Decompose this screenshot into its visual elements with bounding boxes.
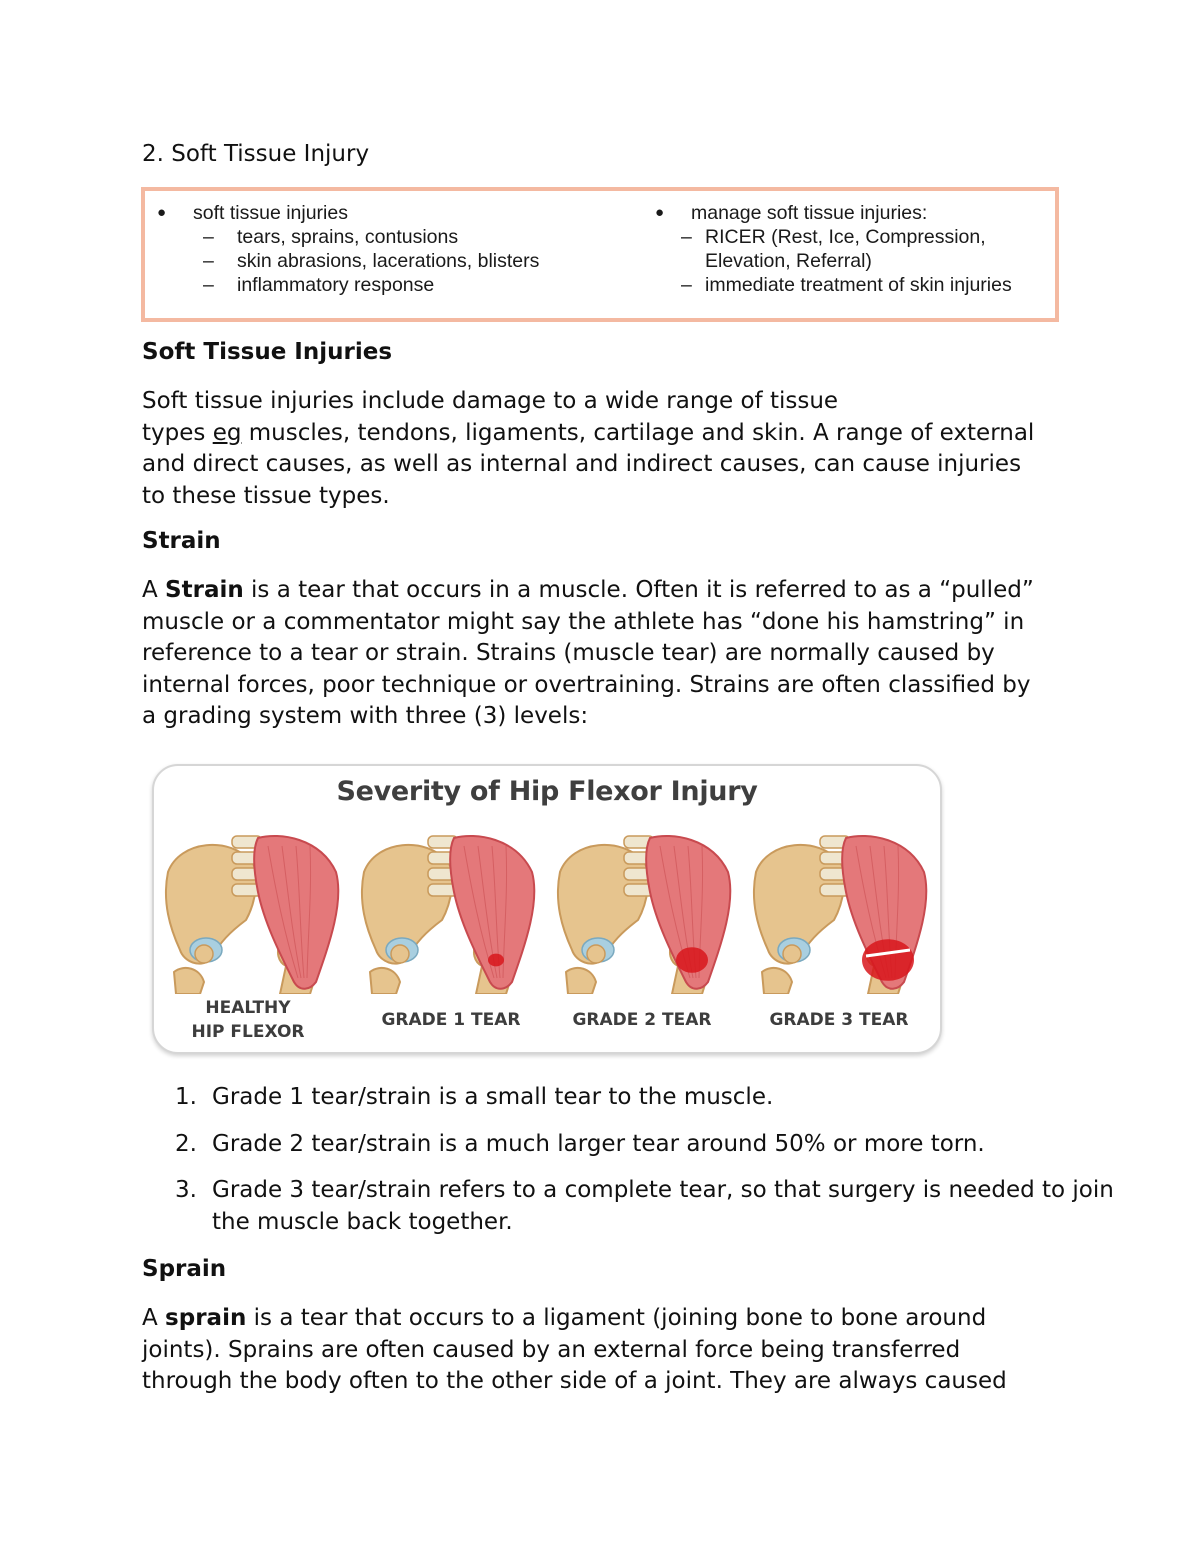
bullet-icon: ● bbox=[655, 204, 665, 221]
summary-left-item: skin abrasions, lacerations, blisters bbox=[237, 250, 540, 272]
panel-label-line: HEALTHY bbox=[205, 998, 291, 1018]
paragraph-line: through the body often to the other side of a joint. They are always caused bbox=[142, 1368, 1007, 1394]
grade-list bbox=[142, 1082, 1132, 1253]
paragraph-line: internal forces, poor technique or overtraining. Strains are often classified by bbox=[142, 671, 1031, 698]
paragraph-line: and direct causes, as well as internal and indirect causes, can cause injuries bbox=[142, 451, 1022, 477]
paragraph-line-rest: muscles, tendons, ligaments, cartilage and skin. A range of external bbox=[248, 419, 1035, 446]
summary-right-item-cont: Elevation, Referral) bbox=[705, 250, 872, 272]
sprain-lead: A bbox=[142, 1305, 158, 1331]
strain-lead: A bbox=[142, 577, 158, 603]
paragraph-line bbox=[142, 1303, 1007, 1335]
paragraph-line: to these tissue types. bbox=[142, 482, 390, 509]
list-item bbox=[142, 1129, 1132, 1161]
soft-tissue-paragraph bbox=[142, 386, 1034, 512]
strain-heading: Strain bbox=[142, 528, 221, 554]
list-number: 3. bbox=[175, 1177, 197, 1203]
summary-right-title: manage soft tissue injuries: bbox=[691, 202, 928, 224]
strain-bold-word: Strain bbox=[165, 577, 244, 603]
list-item-text: Grade 3 tear/strain refers to a complete tear, so that surgery is needed to join the muscle back together. bbox=[212, 1177, 1114, 1235]
panel-label-grade-3: GRADE 3 TEAR bbox=[769, 1010, 909, 1030]
list-item bbox=[142, 1175, 1132, 1238]
sprain-heading: Sprain bbox=[142, 1256, 227, 1282]
paragraph-line: joints). Sprains are often caused by an external force being transferred bbox=[142, 1336, 961, 1363]
dash-icon: – bbox=[203, 226, 214, 248]
summary-right-item: immediate treatment of skin injuries bbox=[705, 274, 1012, 296]
figure-title: Severity of Hip Flexor Injury bbox=[336, 776, 758, 807]
hip-panel-grade-2 bbox=[552, 832, 737, 994]
summary-right-column bbox=[651, 201, 1012, 297]
femur-head bbox=[587, 945, 605, 963]
section-title: 2. Soft Tissue Injury bbox=[142, 141, 370, 167]
paragraph-line: a grading system with three (3) levels: bbox=[142, 703, 589, 729]
eg-word: eg bbox=[212, 419, 242, 446]
summary-left-column bbox=[155, 201, 539, 297]
dash-icon: – bbox=[681, 226, 692, 248]
hip-flexor-muscle bbox=[450, 836, 534, 989]
panel-label-line: HIP FLEXOR bbox=[191, 1022, 305, 1042]
paragraph-line-rest: is a tear that occurs in a muscle. Often it is referred to as a “pulled” bbox=[251, 577, 1034, 603]
panel-label-grade-1: GRADE 1 TEAR bbox=[381, 1010, 521, 1030]
list-number: 1. bbox=[175, 1084, 197, 1110]
summary-left-title: soft tissue injuries bbox=[193, 202, 348, 224]
dash-icon: – bbox=[681, 274, 692, 296]
hip-panel-healthy bbox=[160, 832, 345, 994]
paragraph-line: reference to a tear or strain. Strains (muscle tear) are normally caused by bbox=[142, 640, 995, 666]
paragraph-line bbox=[142, 575, 1034, 607]
sprain-bold-word: sprain bbox=[165, 1305, 247, 1331]
dash-icon: – bbox=[203, 274, 214, 296]
tear-area bbox=[488, 954, 504, 967]
femur-shaft bbox=[762, 968, 792, 994]
summary-right-item: RICER (Rest, Ice, Compression, bbox=[705, 226, 986, 248]
paragraph-line bbox=[142, 418, 1034, 450]
femur-head bbox=[391, 945, 409, 963]
summary-left-item: tears, sprains, contusions bbox=[237, 226, 459, 248]
summary-left-item: inflammatory response bbox=[237, 274, 435, 296]
types-word: types bbox=[142, 419, 206, 446]
hip-panel-grade-3 bbox=[748, 832, 933, 994]
list-item-text: Grade 1 tear/strain is a small tear to the muscle. bbox=[212, 1084, 774, 1110]
panel-label-healthy bbox=[178, 996, 318, 1044]
femur-head bbox=[783, 945, 801, 963]
hip-flexor-muscle bbox=[254, 836, 338, 989]
strain-paragraph bbox=[142, 575, 1034, 733]
paragraph-line: Soft tissue injuries include damage to a wide range of tissue bbox=[142, 388, 839, 414]
hip-flexor-figure bbox=[152, 764, 942, 1054]
tear-area bbox=[676, 947, 708, 973]
sprain-paragraph bbox=[142, 1303, 1007, 1398]
summary-box bbox=[141, 187, 1059, 322]
tear-area bbox=[862, 939, 914, 981]
list-number: 2. bbox=[175, 1130, 197, 1157]
hip-panel-grade-1 bbox=[356, 832, 541, 994]
soft-tissue-heading: Soft Tissue Injuries bbox=[142, 339, 393, 365]
paragraph-line-rest: is a tear that occurs to a ligament (joining bone to bone around bbox=[253, 1305, 987, 1331]
femur-head bbox=[195, 945, 213, 963]
femur-shaft bbox=[566, 968, 596, 994]
dash-icon: – bbox=[203, 250, 214, 272]
femur-shaft bbox=[174, 968, 204, 994]
list-item bbox=[142, 1082, 1132, 1114]
bullet-icon: ● bbox=[157, 204, 167, 221]
list-item-text: Grade 2 tear/strain is a much larger tear around 50% or more torn. bbox=[212, 1130, 985, 1157]
femur-shaft bbox=[370, 968, 400, 994]
panel-label-grade-2: GRADE 2 TEAR bbox=[572, 1010, 712, 1030]
paragraph-line: muscle or a commentator might say the athlete has “done his hamstring” in bbox=[142, 608, 1025, 635]
